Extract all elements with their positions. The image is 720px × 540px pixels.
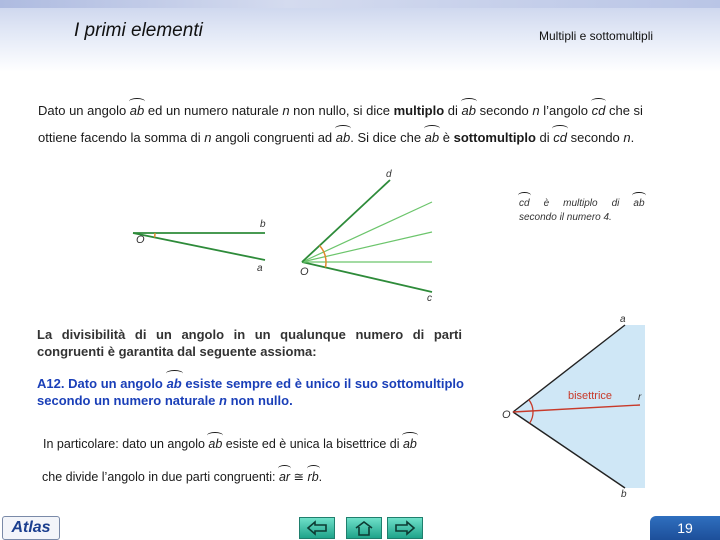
label-b: b [621, 489, 627, 500]
figure-angle-cd [300, 169, 432, 304]
home-icon [353, 520, 375, 536]
figure-caption: cd è multiplo di ab secondo il numero 4. [519, 198, 645, 223]
label-b: b [260, 219, 266, 230]
label-r: r [638, 392, 642, 403]
label-c: c [427, 293, 432, 304]
angle-ar: ar [278, 470, 291, 484]
next-button[interactable] [387, 517, 423, 539]
term-sottomultiplo: sottomultiplo [453, 130, 536, 145]
angle-arc-ab [155, 233, 156, 238]
angle-cd: cd [553, 130, 568, 145]
particular-line-2: che divide l’angolo in due parti congruenti: ar ≅ rb. [42, 470, 323, 484]
label-O: O [136, 234, 145, 246]
angle-ab: ab [335, 130, 351, 145]
left-arrow-icon [306, 520, 328, 536]
particular-line-1: In particolare: dato un angolo ab esiste ed è unica la bisettrice di ab [43, 437, 417, 451]
ray-inner-3 [302, 202, 432, 262]
term-multiplo: multiplo [393, 103, 445, 118]
label-d: d [386, 169, 392, 180]
angle-rb: rb [307, 470, 319, 484]
definition-line-2: ottiene facendo la somma di n angoli congruenti ad ab. Si dice che ab è sottomultiplo di cd secondo n. [38, 130, 635, 145]
ray-c [302, 262, 432, 292]
angle-arc-cd [320, 246, 327, 268]
figure-angle-ab [133, 219, 266, 274]
right-arrow-icon [394, 520, 416, 536]
prev-button[interactable] [299, 517, 335, 539]
ray-a [133, 233, 265, 260]
axiom-a12: A12. Dato un angolo ab esiste sempre ed è unico il suo sottomultiplo secondo un numero naturale n non nullo. [37, 376, 464, 408]
angle-ab: ab [633, 198, 645, 209]
angle-ab: ab [208, 437, 223, 451]
bisector-label: bisettrice [568, 390, 613, 402]
page-number: 19 [650, 516, 720, 540]
angle-ab: ab [461, 103, 476, 118]
slide-subtitle: Multipli e sottomultipli [539, 29, 654, 43]
label-O: O [502, 409, 511, 421]
definition-line-1: Dato un angolo ab ed un numero naturale n non nullo, si dice multiplo di ab secondo n l’angolo cd che si [38, 103, 643, 118]
home-button[interactable] [346, 517, 382, 539]
angle-ab: ab [129, 103, 145, 118]
axiom-intro: La divisibilità di un angolo in un qualunque numero di parti congruenti è garantita dal seguente assioma: [37, 327, 462, 359]
angle-cd: cd [591, 103, 606, 118]
slide-title: I primi elementi [74, 20, 203, 41]
angle-ab: ab [402, 437, 417, 451]
ray-d [302, 180, 390, 262]
atlas-logo: Atlas [2, 516, 60, 540]
angle-cd: cd [519, 198, 530, 209]
angle-ab: ab [424, 130, 440, 145]
angle-ab: ab [166, 376, 182, 391]
label-a: a [257, 263, 263, 274]
figure-bisector [502, 314, 645, 500]
label-a: a [620, 314, 626, 325]
label-O: O [300, 266, 309, 278]
